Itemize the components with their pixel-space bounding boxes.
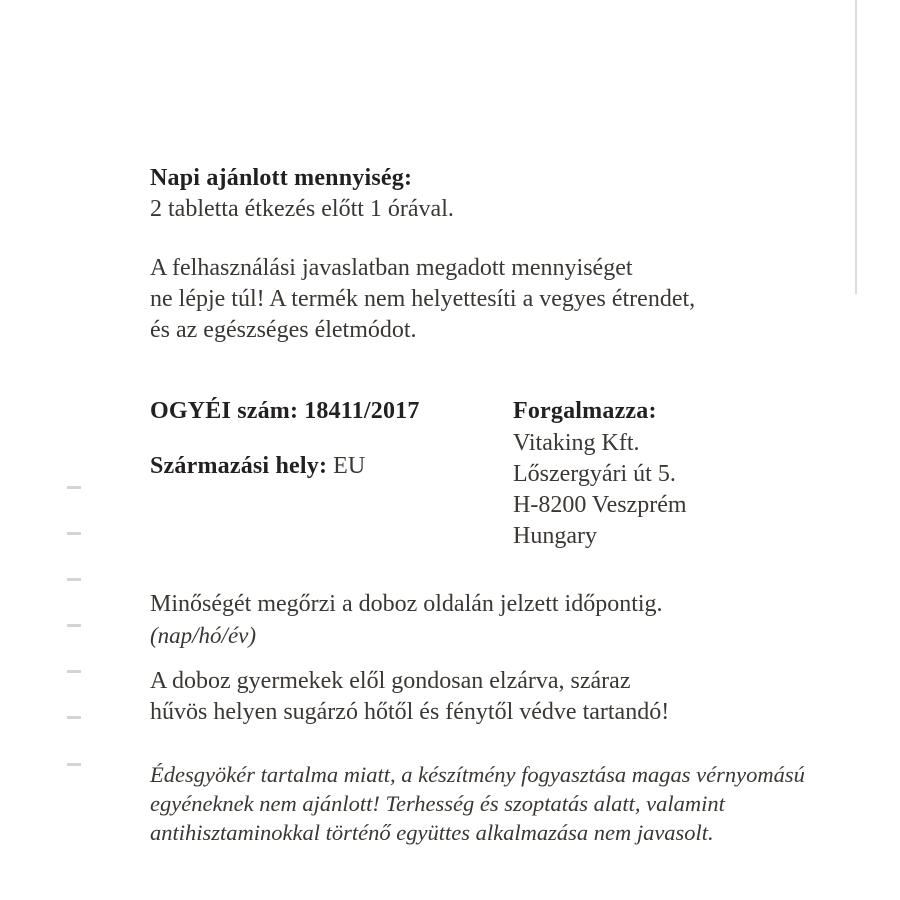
distributor-section — [513, 396, 687, 552]
storage-line: hűvös helyen sugárzó hőtől és fénytől védve tartandó! — [150, 699, 670, 725]
storage-paragraph — [150, 666, 669, 728]
quality-line: Minőségét megőrzi a doboz oldalán jelzett időpontig. — [150, 591, 663, 617]
ogyei-label: OGYÉI szám: — [150, 398, 299, 424]
distributor-country: Hungary — [513, 523, 597, 549]
crop-mark — [67, 716, 81, 719]
origin-row — [150, 451, 420, 482]
origin-value: EU — [333, 453, 366, 479]
licorice-warning-line: Édesgyökér tartalma miatt, a készítmény fogyasztása magas vérnyomású — [150, 762, 805, 787]
distributor-city: H-8200 Veszprém — [513, 492, 687, 518]
origin-label: Származási hely: — [150, 453, 328, 479]
registration-section — [150, 396, 420, 482]
usage-warning-section — [150, 253, 695, 346]
usage-warning-line: és az egészséges életmódot. — [150, 317, 417, 343]
date-format-note: (nap/hó/év) — [150, 623, 257, 648]
distributor-street: Lőszergyári út 5. — [513, 461, 676, 487]
dosage-instruction: 2 tabletta étkezés előtt 1 órával. — [150, 196, 454, 222]
crop-mark — [67, 532, 81, 535]
distributor-company: Vitaking Kft. — [513, 430, 640, 456]
storage-section — [150, 589, 669, 728]
crop-mark — [67, 624, 81, 627]
trim-line — [855, 0, 857, 294]
crop-mark — [67, 763, 81, 766]
crop-mark — [67, 486, 81, 489]
storage-line: A doboz gyermekek elől gondosan elzárva, száraz — [150, 668, 631, 694]
dosage-heading: Napi ajánlott mennyiség: — [150, 165, 413, 191]
distributor-heading: Forgalmazza: — [513, 398, 657, 424]
crop-mark — [67, 578, 81, 581]
crop-mark — [67, 670, 81, 673]
usage-warning-line: A felhasználási javaslatban megadott mennyiséget — [150, 255, 633, 281]
ogyei-number: 18411/2017 — [304, 398, 420, 424]
usage-warning-line: ne lépje túl! A termék nem helyettesíti a vegyes étrendet, — [150, 286, 696, 312]
licorice-warning-section — [150, 760, 805, 847]
licorice-warning-line: egyéneknek nem ajánlott! Terhesség és szoptatás alatt, valamint — [150, 791, 725, 816]
ogyei-number-row — [150, 396, 420, 427]
licorice-warning-line: antihisztaminokkal történő együttes alkalmazása nem javasolt. — [150, 820, 714, 845]
dosage-section — [150, 163, 454, 225]
